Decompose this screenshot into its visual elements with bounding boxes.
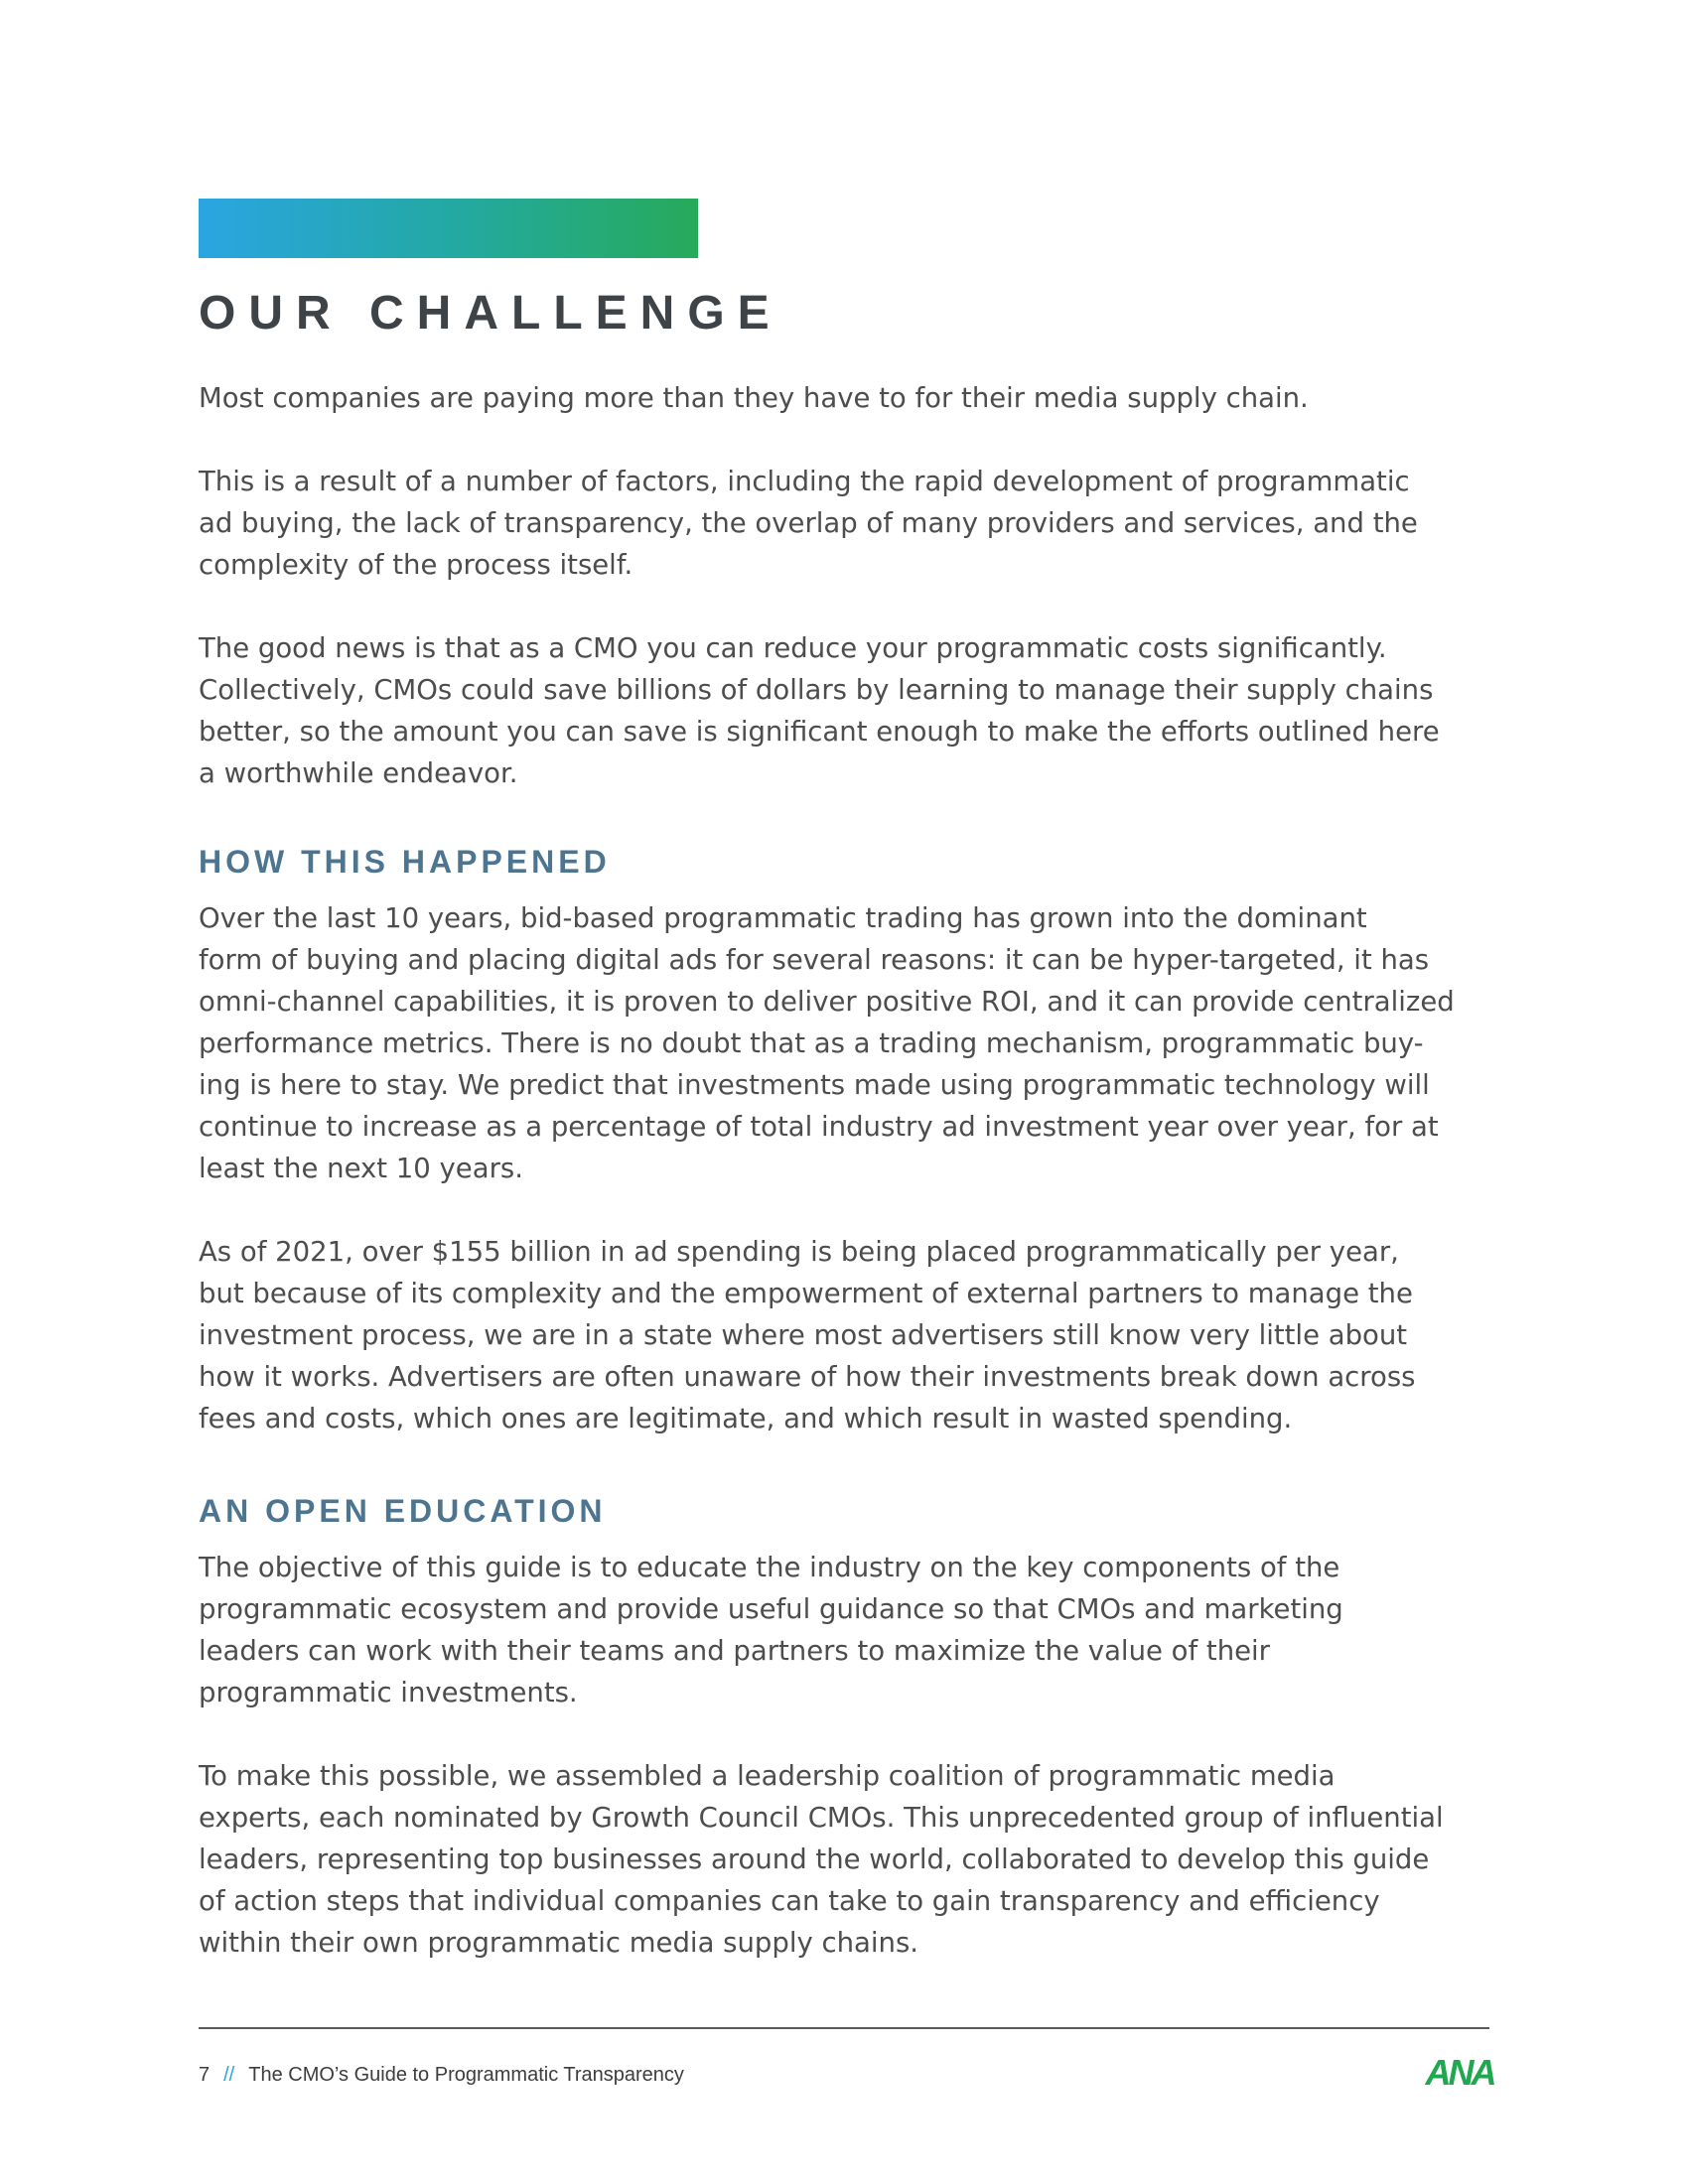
- ana-logo-icon: [1425, 2051, 1494, 2091]
- footer-divider: [199, 2027, 1489, 2029]
- page-title: OUR CHALLENGE: [199, 287, 782, 340]
- footer-separator: //: [223, 2064, 235, 2086]
- intro-paragraph-2: This is a result of a number of factors, including the rapid development of programmatic ad buying, the lack of transparency, the overlap of many providers and services, and the complexity of the process itself.: [199, 466, 1418, 581]
- section-heading-how-this-happened: HOW THIS HAPPENED: [199, 844, 611, 880]
- section-heading-open-education: AN OPEN EDUCATION: [199, 1493, 607, 1529]
- document-page: [199, 0, 1494, 2184]
- footer-doc-title: The CMO’s Guide to Programmatic Transparency: [248, 2064, 684, 2086]
- intro-paragraph-3: The good news is that as a CMO you can reduce your programmatic costs significantly. Collectively, CMOs could save billions of dollars by learning to manage their supply chains better, so the amount you can save is significant enough to make the efforts outlined here a worthwhile endeavor.: [199, 632, 1440, 789]
- education-paragraph-2: To make this possible, we assembled a leadership coalition of programmatic media experts, each nominated by Growth Council CMOs. This unprecedented group of influential leaders, representing top businesses around the world, collaborated to develop this guide of action steps that individual companies can take to gain transparency and efficiency within their own programmatic media supply chains.: [199, 1760, 1444, 1959]
- accent-gradient-bar: [199, 199, 698, 258]
- how-paragraph-1: Over the last 10 years, bid-based programmatic trading has grown into the dominant form of buying and placing digital ads for several reasons: it can be hyper-targeted, it has omni-channel capabilities, it is proven to deliver positive ROI, and it can provide centralized performance metrics. There is no doubt that as a trading mechanism, programmatic buy- ing is here to stay. We predict that investments made using programmatic technology will continue to increase as a percentage of total industry ad investment year over year, for at least the next 10 years.: [199, 902, 1455, 1184]
- how-paragraph-2: As of 2021, over $155 billion in ad spending is being placed programmatically per year, but because of its complexity and the empowerment of external partners to manage the investment process, we are in a state where most advertisers still know very little about how it works. Advertisers are often unaware of how their investments break down across fees and costs, which ones are legitimate, and which result in wasted spending.: [199, 1236, 1416, 1434]
- ana-logo-text: ANA: [1425, 2052, 1494, 2091]
- education-paragraph-1: The objective of this guide is to educate the industry on the key components of the programmatic ecosystem and provide useful guidance so that CMOs and marketing leaders can work with their teams and partners to maximize the value of their programmatic investments.: [199, 1552, 1343, 1708]
- page-number: 7: [199, 2064, 211, 2086]
- intro-paragraph-1: Most companies are paying more than they have to for their media supply chain.: [199, 382, 1309, 414]
- footer: [199, 2062, 684, 2088]
